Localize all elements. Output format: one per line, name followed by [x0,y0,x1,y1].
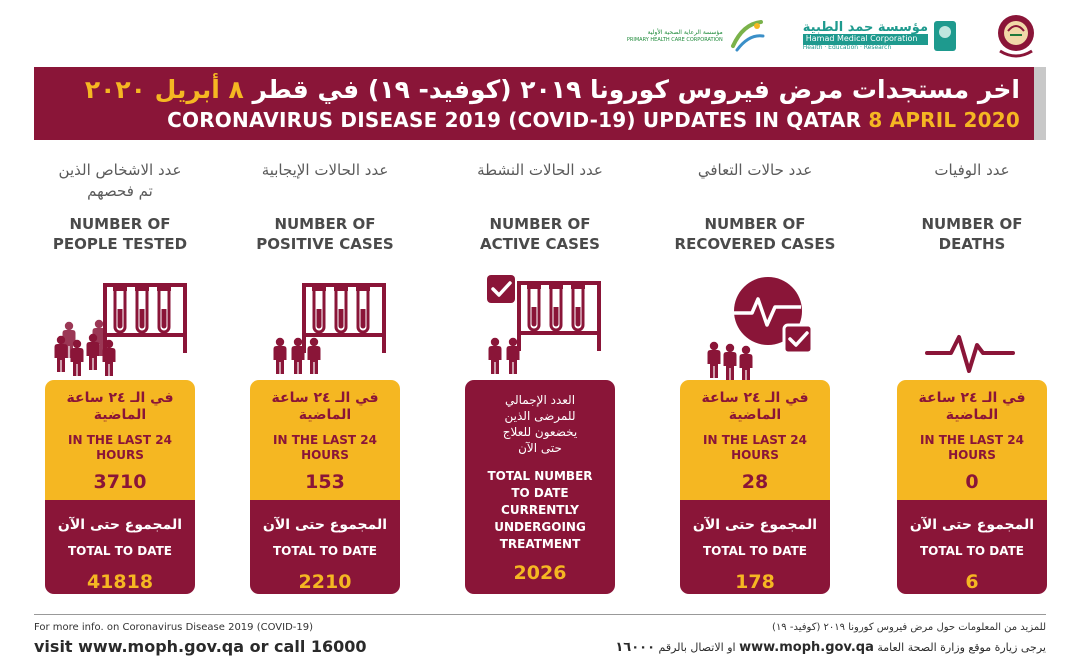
column-positive [240,160,410,594]
column-deaths-label-en-line1: NUMBER OF [921,215,1023,233]
people-test-tubes-icon [35,265,205,385]
footer-info-en: For more info. on Coronavirus Disease 2019 (COVID-19) [34,622,314,633]
total-label-en: TOTAL TO DATE [272,544,377,558]
column-recovered [670,160,840,594]
column-recovered-last24-value: 28 [741,471,769,493]
title-en-date: 8 APRIL 2020 [868,108,1020,132]
last24-label-en-line2: HOURS [948,448,996,462]
title-ar [34,73,1020,106]
column-positive-label-en-line1: NUMBER OF [274,215,376,233]
title-en [34,106,1020,134]
active-desc-en-line5: TREATMENT [499,537,581,551]
logo-bar [627,10,1040,62]
footer-divider [34,614,1046,615]
column-recovered-card [680,380,830,594]
footer-cta-ar-number: ١٦٠٠٠ [615,640,656,655]
column-active-card [465,380,615,594]
people-test-tubes-icon [240,265,410,385]
column-active-label-ar-line1: عدد الحالات النشطة [477,161,603,179]
title-en-text: CORONAVIRUS DISEASE 2019 (COVID-19) UPDATES IN QATAR [167,108,862,132]
column-positive-last24-value: 153 [305,471,345,493]
column-positive-total-value: 2210 [298,571,352,593]
column-deaths [887,160,1057,594]
column-active-total-value: 2026 [513,562,567,584]
active-desc-ar-line2: للمرضى الذين [504,409,576,423]
column-recovered-label-ar-line1: عدد حالات التعافي [697,161,813,179]
phcc-logo [627,16,767,56]
column-tested-label-ar-line2: تم فحصهم [87,182,153,200]
column-tested-label-en [35,214,205,258]
column-tested [35,160,205,594]
column-active-label-ar [455,160,625,204]
pulse-line-icon [887,265,1057,385]
column-active-label-en-line1: NUMBER OF [489,215,591,233]
last24-label-en-line1: IN THE LAST 24 [273,433,377,447]
last24-label-en-line1: IN THE LAST 24 [68,433,172,447]
column-recovered-total-value: 178 [735,571,775,593]
phcc-logo-en: PRIMARY HEALTH CARE CORPORATION [626,36,723,43]
column-positive-label-en [240,214,410,258]
column-tested-total-value: 41818 [86,571,154,593]
active-desc-ar-line1: العدد الإجمالي [504,393,576,407]
last24-label-en-line2: HOURS [301,448,349,462]
total-label-ar: المجموع حتى الآن [57,517,183,533]
last24-label-ar-line2: الماضية [298,407,352,423]
column-positive-last24 [250,380,400,500]
active-desc-ar [465,380,615,456]
column-tested-last24-value: 3710 [93,471,147,493]
column-positive-label-ar-line1: عدد الحالات الإيجابية [261,161,389,179]
column-deaths-label-en-line2: DEATHS [938,235,1006,253]
active-desc-ar-line3: يخضعون للعلاج [502,425,578,439]
total-label-ar: المجموع حتى الآن [909,517,1035,533]
column-tested-card [45,380,195,594]
column-tested-last24 [45,380,195,500]
active-desc-ar-line4: حتى الآن [518,441,562,455]
footer-info-ar: للمزيد من المعلومات حول مرض فيروس كورونا ٢٠١٩ (كوفيد- ١٩) [772,622,1046,633]
column-deaths-label-ar-line1: عدد الوفيات [934,161,1010,179]
column-positive-total [250,500,400,594]
total-label-en: TOTAL TO DATE [67,544,172,558]
active-desc-en-line4: UNDERGOING [494,520,586,534]
column-recovered-label-en-line1: NUMBER OF [704,215,806,233]
qatar-emblem-logo [992,11,1040,61]
active-desc-en-line1: TOTAL NUMBER [487,469,593,483]
phcc-logo-ar: مؤسسة الرعاية الصحية الأولية [647,29,723,37]
column-recovered-last24 [680,380,830,500]
column-active-label-en-line2: ACTIVE CASES [480,235,600,253]
column-tested-label-en-line1: NUMBER OF [69,215,171,233]
last24-label-ar-line1: في الـ ٢٤ ساعة [701,390,809,406]
column-recovered-total [680,500,830,594]
last24-label-ar-line2: الماضية [728,407,782,423]
last24-label-ar-line1: في الـ ٢٤ ساعة [66,390,174,406]
column-positive-label-en-line2: POSITIVE CASES [256,235,394,253]
total-label-en: TOTAL TO DATE [919,544,1024,558]
column-deaths-label-ar [887,160,1057,204]
last24-label-ar-line1: في الـ ٢٤ ساعة [918,390,1026,406]
column-tested-label-ar-line1: عدد الاشخاص الذين [58,161,182,179]
last24-label-ar-line1: في الـ ٢٤ ساعة [271,390,379,406]
column-deaths-last24-value: 0 [965,471,979,493]
footer-en [34,622,367,656]
total-label-en: TOTAL TO DATE [702,544,807,558]
hmc-mark-icon [934,21,956,51]
footer-cta-ar [615,640,1046,655]
phcc-ribbon-icon [727,16,767,56]
footer-cta-ar-prefix: يرجى زيارة موقع وزارة الصحة العامة [877,641,1046,654]
column-recovered-label-en-line2: RECOVERED CASES [674,235,836,253]
column-deaths-label-en [887,214,1057,258]
total-label-ar: المجموع حتى الآن [262,517,388,533]
last24-label-en-line2: HOURS [731,448,779,462]
hmc-logo-en: Hamad Medical Corporation [803,34,928,44]
column-tested-label-en-line2: PEOPLE TESTED [52,235,188,253]
last24-label-ar-line2: الماضية [93,407,147,423]
hmc-logo-tagline: Health · Education · Research [802,43,892,51]
active-desc-en-line3: CURRENTLY [501,503,579,517]
title-ar-text: اخر مستجدات مرض فيروس كورونا ٢٠١٩ (كوفيد- ١٩) في قطر [252,75,1020,104]
footer-cta-en: visit www.moph.gov.qa or call 16000 [34,637,367,656]
active-desc-en [465,468,615,553]
column-deaths-card [897,380,1047,594]
column-deaths-total [897,500,1047,594]
hmc-logo [803,21,956,51]
title-banner [34,67,1046,140]
column-active [455,160,625,594]
column-recovered-label-ar [670,160,840,204]
total-label-ar: المجموع حتى الآن [692,517,818,533]
last24-label-en-line1: IN THE LAST 24 [703,433,807,447]
column-recovered-label-en [670,214,840,258]
last24-label-ar-line2: الماضية [945,407,999,423]
checkbox-test-tubes-icon [455,265,625,385]
column-active-label-en [455,214,625,258]
footer-cta-ar-suffix: او الاتصال بالرقم [658,641,736,654]
active-desc-en-line2: TO DATE [511,486,569,500]
column-tested-total [45,500,195,594]
title-ar-date: ٨ أبريل ٢٠٢٠ [84,75,244,104]
column-positive-card [250,380,400,594]
heartbeat-check-icon [670,265,840,385]
footer-cta-ar-site[interactable]: www.moph.gov.qa [739,640,874,655]
hmc-logo-ar: مؤسسة حمد الطبية [802,19,928,35]
column-tested-label-ar [35,160,205,204]
last24-label-en-line1: IN THE LAST 24 [920,433,1024,447]
last24-label-en-line2: HOURS [96,448,144,462]
column-deaths-total-value: 6 [965,571,979,593]
column-positive-label-ar [240,160,410,204]
footer-ar [615,622,1046,655]
column-deaths-last24 [897,380,1047,500]
